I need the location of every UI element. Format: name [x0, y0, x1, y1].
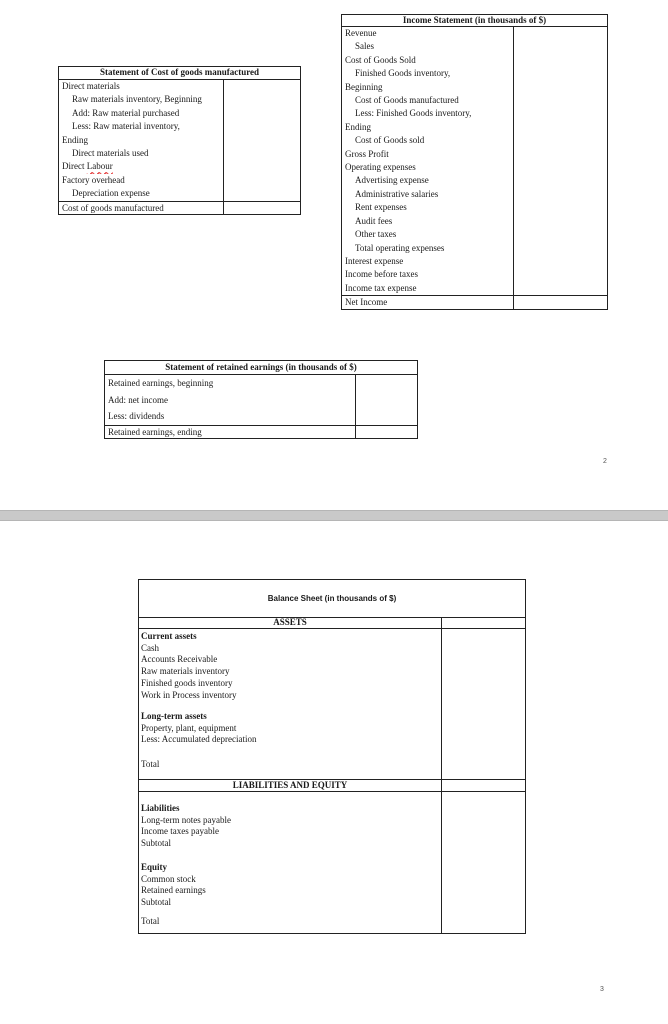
income-total-value	[514, 296, 608, 310]
page-number: 2	[603, 458, 607, 465]
income-row: Cost of Goods manufactured	[355, 95, 459, 106]
income-row: Operating expenses	[345, 162, 416, 173]
liability-item: Subtotal	[141, 838, 172, 849]
equity-heading: Equity	[141, 862, 168, 872]
long-term-assets-section	[141, 711, 439, 746]
income-row: Ending	[345, 121, 371, 132]
equity-item: Retained earnings	[141, 885, 206, 896]
income-row: Audit fees	[355, 215, 393, 226]
equity-item: Subtotal	[141, 897, 172, 908]
income-total-label: Net Income	[342, 296, 514, 310]
liabilities-column-divider	[441, 779, 442, 933]
current-assets-section	[141, 631, 439, 701]
liabilities-total	[141, 916, 439, 928]
income-row: Beginning	[345, 81, 383, 92]
cogm-row: Depreciation expense	[72, 188, 150, 199]
balance-sheet	[138, 579, 526, 934]
long-term-asset-item: Property, plant, equipment	[141, 722, 237, 733]
income-statement-table	[341, 14, 608, 310]
cogm-row: Direct materials used	[72, 148, 149, 159]
liabilities-header: LIABILITIES AND EQUITY	[232, 780, 348, 790]
cogm-label-cell	[59, 80, 224, 202]
income-row: Interest expense	[345, 255, 404, 266]
cogm-row-direct-labour: Direct Labour	[62, 161, 113, 172]
income-row: Sales	[355, 41, 374, 52]
retained-row: Retained earnings, beginning	[108, 378, 214, 388]
current-asset-item: Raw materials inventory	[141, 666, 230, 677]
page-separator	[0, 510, 668, 521]
assets-header: ASSETS	[273, 617, 307, 627]
cogm-row: Direct materials	[62, 81, 120, 91]
liability-item: Long-term notes payable	[141, 814, 231, 825]
cogm-total-value	[224, 201, 301, 214]
income-row: Less: Finished Goods inventory,	[355, 108, 472, 119]
liability-item: Income taxes payable	[141, 826, 219, 837]
retained-title: Statement of retained earnings (in thousands of $)	[105, 361, 418, 375]
spellcheck-underline: Labour	[86, 161, 113, 172]
balance-title: Balance Sheet (in thousands of $)	[139, 580, 525, 618]
income-row: Income before taxes	[345, 269, 418, 280]
current-asset-item: Work in Process inventory	[141, 689, 237, 700]
long-term-assets-heading: Long-term assets	[141, 711, 207, 721]
liabilities-total-label: Total	[141, 916, 160, 926]
income-row: Total operating expenses	[355, 242, 445, 253]
income-value-cell	[514, 27, 608, 296]
long-term-asset-item: Less: Accumulated depreciation	[141, 734, 257, 745]
cogm-row: Factory overhead	[62, 174, 125, 185]
liabilities-heading: Liabilities	[141, 803, 180, 813]
cogm-value-cell	[224, 80, 301, 202]
document-page-2	[0, 0, 668, 510]
retained-value-cell	[356, 375, 418, 426]
document-page-3	[0, 521, 668, 1024]
assets-column-divider	[441, 617, 442, 780]
page-number: 3	[600, 986, 604, 993]
income-row: Administrative salaries	[355, 188, 439, 199]
income-row: Advertising expense	[355, 175, 429, 186]
equity-item: Common stock	[141, 873, 196, 884]
income-row: Gross Profit	[345, 148, 389, 159]
income-row: Other taxes	[355, 229, 397, 240]
current-assets-heading: Current assets	[141, 631, 197, 641]
cogm-title: Statement of Cost of goods manufactured	[59, 67, 301, 80]
retained-row: Add: net income	[108, 394, 168, 405]
retained-row: Less: dividends	[108, 411, 165, 421]
income-row: Revenue	[345, 28, 377, 38]
retained-total-value	[356, 425, 418, 438]
retained-total-label: Retained earnings, ending	[105, 425, 356, 438]
cogm-row: Add: Raw material purchased	[72, 107, 180, 118]
assets-header-band	[139, 617, 525, 629]
retained-earnings-table	[104, 360, 418, 439]
liabilities-section	[141, 803, 439, 850]
assets-total	[141, 759, 439, 771]
cogm-statement-table	[58, 66, 301, 215]
retained-label-cell	[105, 375, 356, 426]
liabilities-header-band	[139, 779, 525, 792]
equity-section	[141, 862, 439, 909]
income-row: Cost of Goods Sold	[345, 54, 416, 65]
income-title: Income Statement (in thousands of $)	[342, 15, 608, 27]
income-row: Finished Goods inventory,	[355, 68, 451, 79]
cogm-row: Ending	[62, 134, 88, 145]
cogm-total-label: Cost of goods manufactured	[59, 201, 224, 214]
current-asset-item: Finished goods inventory	[141, 677, 233, 688]
current-asset-item: Accounts Receivable	[141, 654, 218, 665]
cogm-row: Raw materials inventory, Beginning	[72, 94, 202, 105]
cogm-row: Less: Raw material inventory,	[72, 121, 180, 132]
income-label-cell	[342, 27, 514, 296]
current-asset-item: Cash	[141, 642, 159, 653]
income-row: Income tax expense	[345, 282, 417, 293]
income-row: Cost of Goods sold	[355, 135, 425, 146]
assets-total-label: Total	[141, 759, 160, 769]
income-row: Rent expenses	[355, 202, 407, 213]
